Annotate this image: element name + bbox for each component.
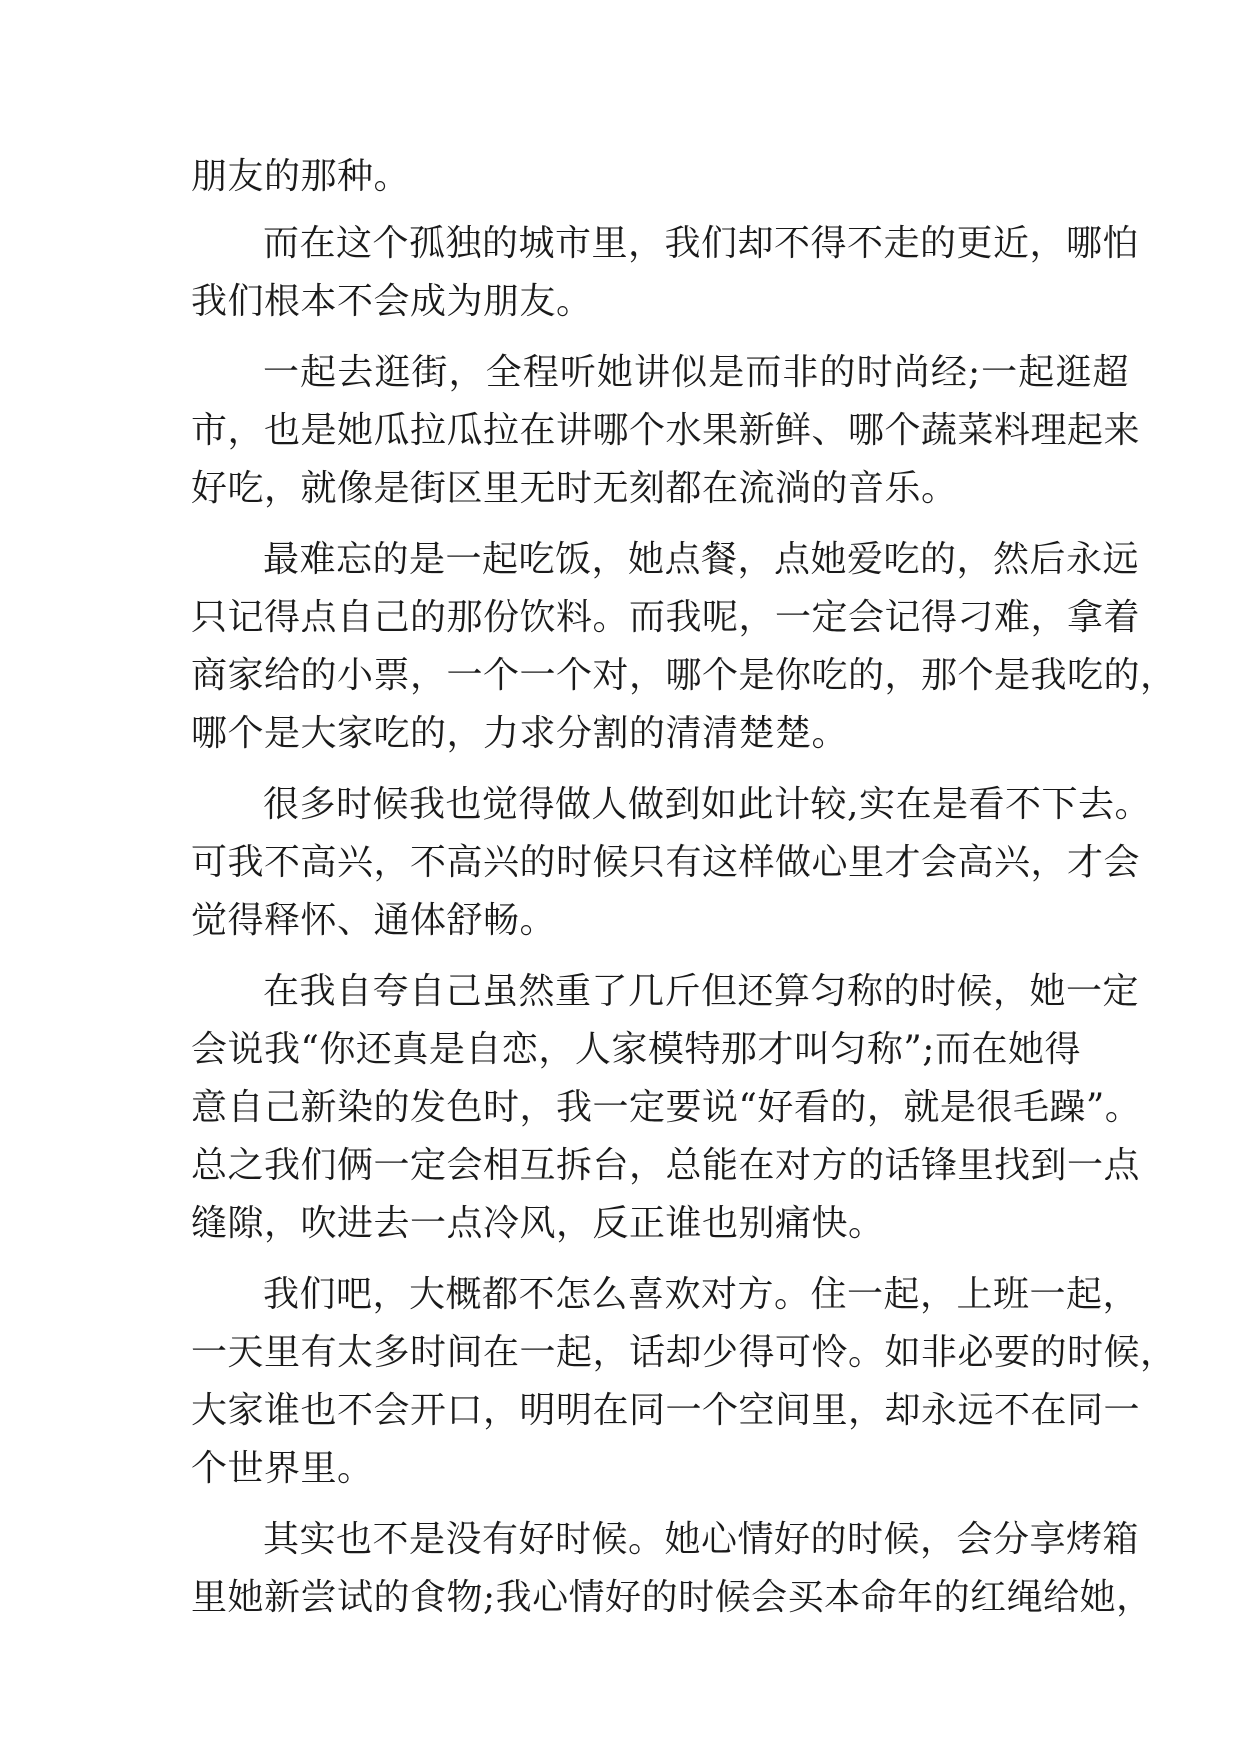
paragraph-first-line: 一起去逛街，全程听她讲似是而非的时尚经;一起逛超 [263, 352, 1129, 393]
text-line: 大家谁也不会开口，明明在同一个空间里，却永远不在同一 [191, 1390, 1141, 1431]
text-line: 我们根本不会成为朋友。 [191, 281, 593, 322]
paragraph-first-line: 其实也不是没有好时候。她心情好的时候，会分享烤箱 [263, 1519, 1140, 1560]
text-line: 里她新尝试的食物;我心情好的时候会买本命年的红绳给她， [191, 1577, 1153, 1618]
text-line: 只记得点自己的那份饮料。而我呢，一定会记得刁难，拿着 [191, 597, 1141, 638]
paragraph-first-line: 最难忘的是一起吃饭，她点餐，点她爱吃的，然后永远 [263, 539, 1140, 580]
text-line: 缝隙，吹进去一点冷风，反正谁也别痛快。 [191, 1203, 885, 1244]
text-line: 会说我“你还真是自恋，人家模特那才叫匀称”;而在她得 [191, 1029, 1081, 1070]
paragraph-first-line: 很多时候我也觉得做人做到如此计较,实在是看不下去。 [263, 784, 1151, 825]
text-line: 哪个是大家吃的，力求分割的清清楚楚。 [191, 713, 849, 754]
text-line: 意自己新染的发色时，我一定要说“好看的，就是很毛躁”。 [191, 1087, 1142, 1128]
text-line: 觉得释怀、通体舒畅。 [191, 900, 557, 941]
text-line: 市，也是她瓜拉瓜拉在讲哪个水果新鲜、哪个蔬菜料理起来 [191, 410, 1141, 451]
text-line: 好吃，就像是街区里无时无刻都在流淌的音乐。 [191, 468, 958, 509]
text-line: 个世界里。 [191, 1448, 374, 1489]
text-line: 总之我们俩一定会相互拆台，总能在对方的话锋里找到一点 [191, 1145, 1141, 1186]
text-line: 可我不高兴，不高兴的时候只有这样做心里才会高兴，才会 [191, 842, 1141, 883]
text-line: 朋友的那种。 [191, 156, 411, 197]
paragraph-first-line: 在我自夸自己虽然重了几斤但还算匀称的时候，她一定 [263, 971, 1140, 1012]
paragraph-first-line: 我们吧，大概都不怎么喜欢对方。住一起，上班一起， [263, 1274, 1140, 1315]
text-line: 商家给的小票，一个一个对，哪个是你吃的，那个是我吃的， [191, 655, 1177, 696]
text-line: 一天里有太多时间在一起，话却少得可怜。如非必要的时候， [191, 1332, 1177, 1373]
paragraph-first-line: 而在这个孤独的城市里，我们却不得不走的更近，哪怕 [263, 223, 1140, 264]
